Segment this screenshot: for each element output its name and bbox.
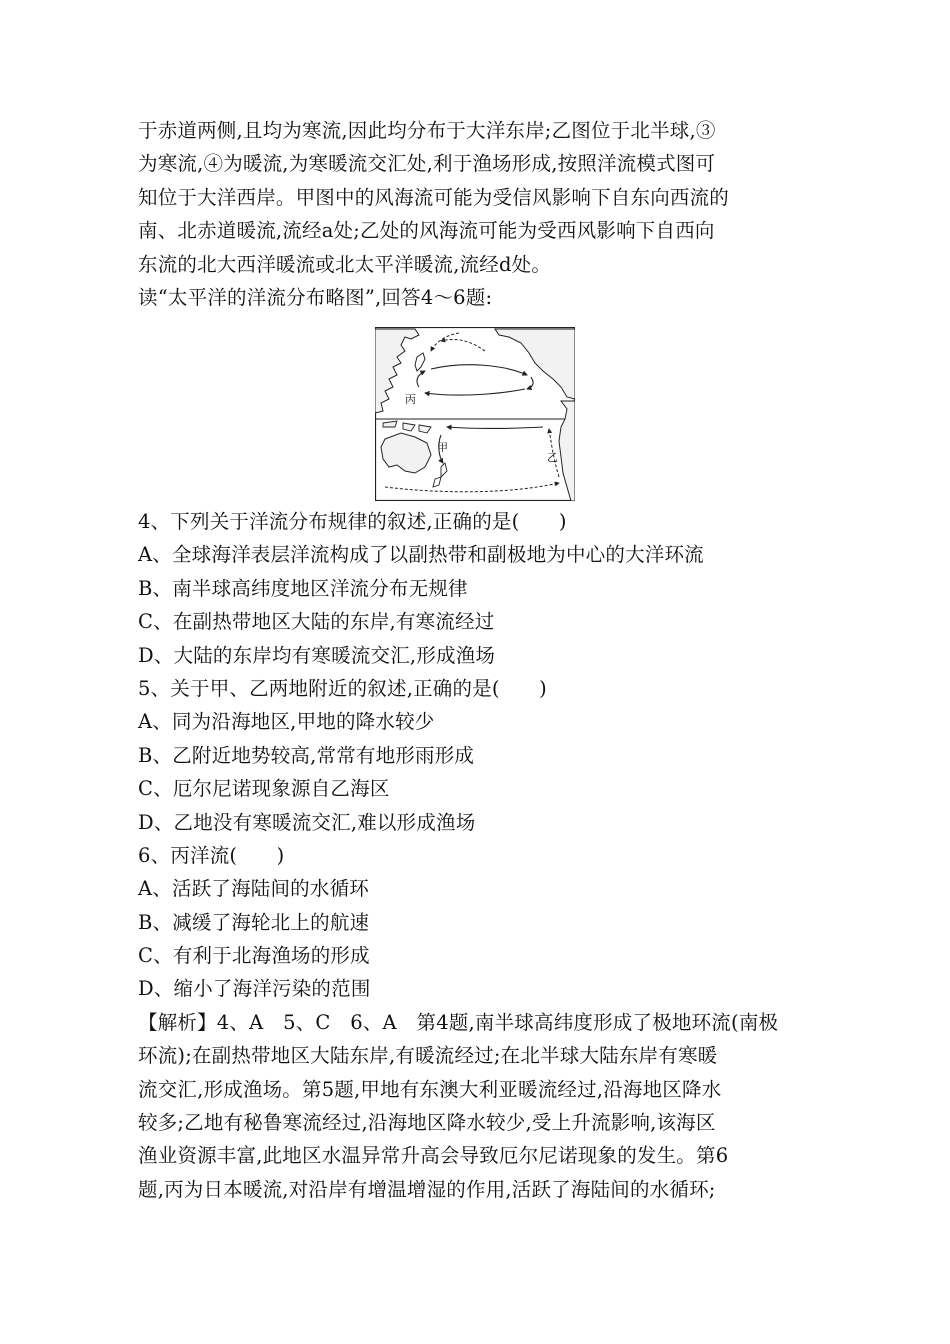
option-line: A、同为沿海地区,甲地的降水较少 xyxy=(138,710,435,734)
analysis-line: 较多;乙地有秘鲁寒流经过,沿海地区降水较少,受上升流影响,该海区 xyxy=(138,1111,716,1135)
option-line: B、南半球高纬度地区洋流分布无规律 xyxy=(138,576,468,600)
option-line: D、乙地没有寒暖流交汇,难以形成渔场 xyxy=(138,810,476,834)
text-line: 南、北赤道暖流,流经a处;乙处的风海流可能为受西风影响下自西向 xyxy=(138,219,715,243)
analysis-line: 环流);在副热带地区大陆东岸,有暖流经过;在北半球大陆东岸有寒暖 xyxy=(138,1044,718,1068)
text-line: 东流的北大西洋暖流或北太平洋暖流,流经d处。 xyxy=(138,252,552,276)
questions-section xyxy=(138,505,828,1206)
option-line: B、减缓了海轮北上的航速 xyxy=(138,910,370,934)
pacific-currents-map xyxy=(375,327,575,501)
analysis-line: 【解析】4、A 5、C 6、A 第4题,南半球高纬度形成了极地环流(南极 xyxy=(138,1010,779,1034)
question-4-stem: 4、下列关于洋流分布规律的叙述,正确的是( ) xyxy=(138,510,567,533)
option-line: B、乙附近地势较高,常常有地形雨形成 xyxy=(138,743,475,767)
reading-prompt: 读“太平洋的洋流分布略图”,回答4～6题: xyxy=(138,285,493,309)
label-bing: 丙 xyxy=(405,393,416,406)
text-line: 为寒流,④为暖流,为寒暖流交汇处,利于渔场形成,按照洋流模式图可 xyxy=(138,152,716,176)
intro-paragraph xyxy=(138,114,828,314)
label-jia: 甲 xyxy=(437,441,448,454)
question-6-stem: 6、丙洋流( ) xyxy=(138,843,285,867)
analysis-line: 题,丙为日本暖流,对沿岸有增温增湿的作用,活跃了海陆间的水循环; xyxy=(138,1177,716,1201)
text-line: 知位于大洋西岸。甲图中的风海流可能为受信风影响下自东向西流的 xyxy=(138,185,730,209)
analysis-line: 渔业资源丰富,此地区水温异常升高会导致厄尔尼诺现象的发生。第6 xyxy=(138,1144,729,1168)
question-5-stem: 5、关于甲、乙两地附近的叙述,正确的是( ) xyxy=(138,676,547,700)
option-line: C、有利于北海渔场的形成 xyxy=(138,944,370,968)
option-line: D、缩小了海洋污染的范围 xyxy=(138,977,371,1001)
option-line: C、厄尔尼诺现象源自乙海区 xyxy=(138,777,390,801)
option-line: A、全球海洋表层洋流构成了以副热带和副极地为中心的大洋环流 xyxy=(138,543,704,567)
analysis-line: 流交汇,形成渔场。第5题,甲地有东澳大利亚暖流经过,沿海地区降水 xyxy=(138,1077,722,1101)
label-yi: 乙 xyxy=(547,451,558,464)
option-line: D、大陆的东岸均有寒暖流交汇,形成渔场 xyxy=(138,643,496,667)
option-line: A、活跃了海陆间的水循环 xyxy=(138,877,369,901)
option-line: C、在副热带地区大陆的东岸,有寒流经过 xyxy=(138,610,495,634)
text-line: 于赤道两侧,且均为寒流,因此均分布于大洋东岸;乙图位于北半球,③ xyxy=(138,119,716,142)
